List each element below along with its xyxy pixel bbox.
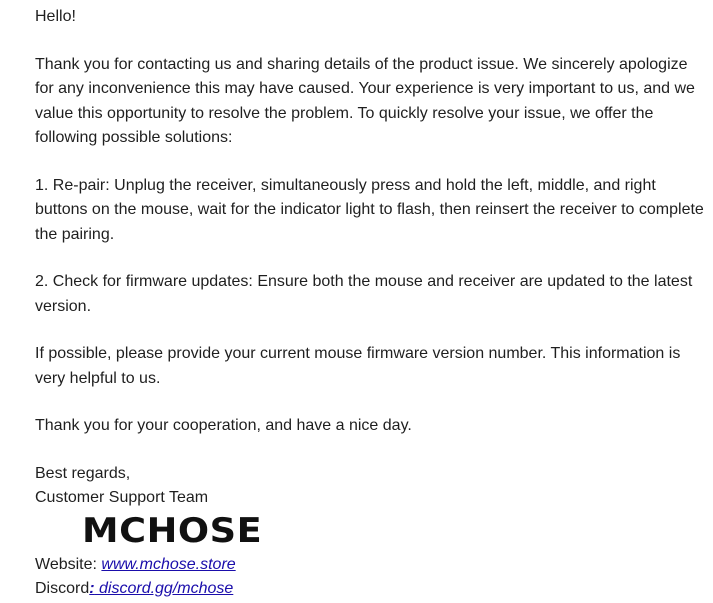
thanks-paragraph: Thank you for your cooperation, and have a nice day. bbox=[35, 417, 412, 434]
mchose-logo: MCHOSE bbox=[82, 511, 263, 551]
contact-info bbox=[35, 553, 236, 601]
discord-line bbox=[35, 577, 236, 601]
discord-separator: : bbox=[89, 580, 95, 597]
solution-repair: 1. Re-pair: Unplug the receiver, simultaneously press and hold the left, middle, and right buttons on the mouse, wait for the indicator light to flash, then reinsert the receiver to complete the pairing. bbox=[35, 176, 704, 243]
discord-link-text: discord.gg/mchose bbox=[94, 580, 234, 597]
website-link[interactable]: www.mchose.store bbox=[101, 556, 236, 573]
request-paragraph: If possible, please provide your current mouse firmware version number. This information is very helpful to us. bbox=[35, 345, 681, 387]
closing: Best regards, bbox=[35, 464, 131, 482]
discord-label: Discord bbox=[35, 580, 90, 597]
intro-paragraph: Thank you for contacting us and sharing details of the product issue. We sincerely apologize for any inconvenience this may have caused. Your experience is very important to us, and we value this opportunity to resolve the problem. To quickly resolve your issue, we offer the following possible solutions: bbox=[35, 55, 695, 146]
signature: Customer Support Team bbox=[35, 489, 209, 506]
website-label: Website: bbox=[35, 556, 102, 573]
solution-firmware: 2. Check for firmware updates: Ensure both the mouse and receiver are updated to the latest version. bbox=[35, 273, 693, 315]
email-body bbox=[35, 5, 710, 511]
discord-link[interactable] bbox=[89, 580, 233, 597]
greeting: Hello! bbox=[35, 8, 76, 25]
website-line bbox=[35, 553, 236, 577]
